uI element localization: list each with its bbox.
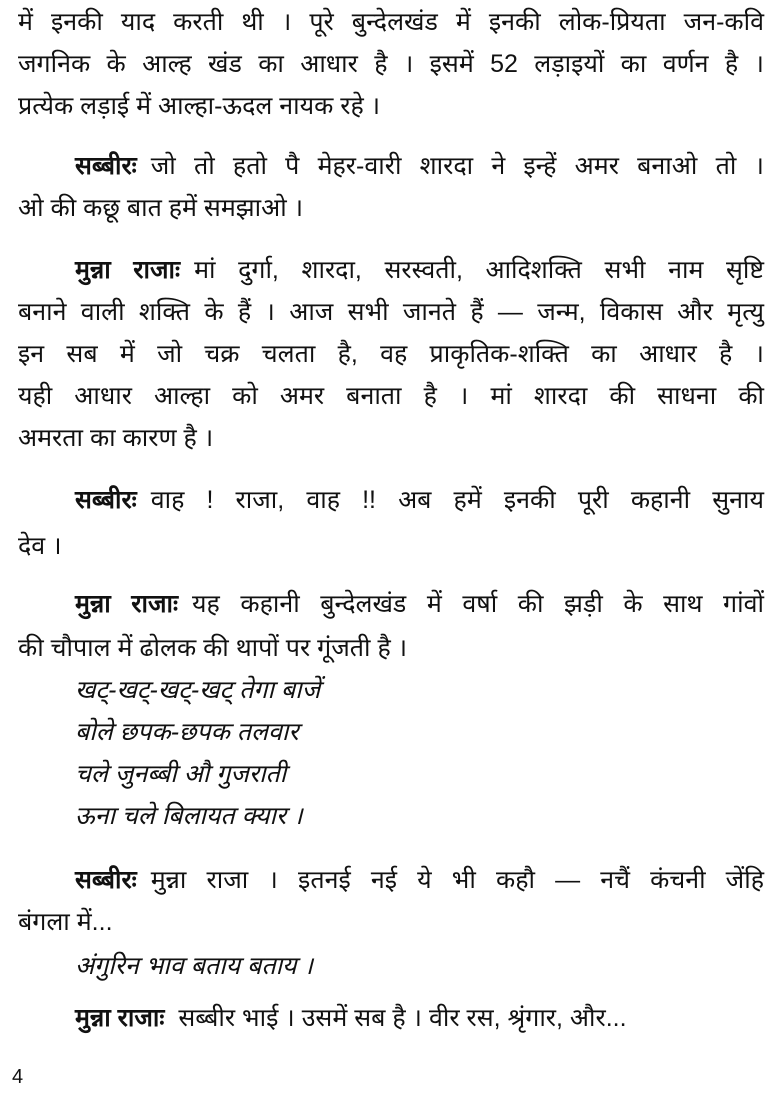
verse-line: ऊना चले बिलायत क्यार । — [75, 802, 303, 830]
dialogue-line — [75, 249, 764, 291]
speaker-name: सब्बीरः — [75, 486, 137, 514]
page-number: 4 — [12, 1066, 24, 1088]
dialogue-line — [75, 479, 764, 521]
dialogue-line — [75, 145, 764, 187]
speaker-name: सब्बीरः — [75, 866, 137, 894]
text-line: में इनकी याद करती थी । पूरे बुन्देलखंड में इनकी लोक-प्रियता जन-कवि — [18, 8, 764, 36]
text-line: अमरता का कारण है । — [18, 424, 214, 452]
dialogue-text: सब्बीर भाई । उसमें सब है । वीर रस, श्रृंगार, और... — [178, 1004, 627, 1032]
speaker-name: सब्बीरः — [75, 152, 137, 180]
dialogue-line — [75, 997, 764, 1039]
verse-line: चले जुनब्बी औ गुजराती — [75, 760, 287, 788]
dialogue-line — [75, 583, 764, 625]
dialogue-text: वाह ! राजा, वाह !! अब हमें इनकी पूरी कहानी सुनाय — [150, 486, 764, 514]
verse-line: खट्-खट्-खट्-खट् तेगा बाजें — [75, 676, 321, 704]
speaker-name: मुन्ना राजाः — [75, 256, 181, 284]
text-line: बनाने वाली शक्ति के हैं । आज सभी जानते हैं — जन्म, विकास और मृत्यु — [18, 298, 764, 326]
speaker-name: मुन्ना राजाः — [75, 590, 179, 618]
dialogue-text: मुन्ना राजा । इतनई नई ये भी कहौ — नचैं कंचनी जेंहि — [150, 866, 764, 894]
text-line: इन सब में जो चक्र चलता है, वह प्राकृतिक-शक्ति का आधार है । — [18, 340, 764, 368]
verse-line: अंगुरिन भाव बताय बताय । — [75, 952, 313, 980]
dialogue-text: मां दुर्गा, शारदा, सरस्वती, आदिशक्ति सभी नाम सृष्टि — [194, 256, 764, 284]
dialogue-text: यह कहानी बुन्देलखंड में वर्षा की झड़ी के साथ गांवों — [192, 590, 764, 618]
verse-line: बोले छपक-छपक तलवार — [75, 718, 299, 746]
speaker-name: मुन्ना राजाः — [75, 1004, 165, 1032]
text-line: यही आधार आल्हा को अमर बनाता है । मां शारदा की साधना की — [18, 382, 764, 410]
text-line: ओ की कछू बात हमें समझाओ । — [18, 194, 304, 222]
text-line: की चौपाल में ढोलक की थापों पर गूंजती है । — [18, 634, 408, 662]
text-line: देव । — [18, 532, 62, 560]
dialogue-text: जो तो हतो पै मेहर-वारी शारदा ने इन्हें अमर बनाओ तो । — [150, 152, 764, 180]
dialogue-line — [75, 859, 764, 901]
text-line: जगनिक के आल्ह खंड का आधार है । इसमें 52 लड़ाइयों का वर्णन है । — [18, 50, 764, 78]
text-line: प्रत्येक लड़ाई में आल्हा-ऊदल नायक रहे । — [18, 92, 381, 120]
text-line: बंगला में... — [18, 908, 113, 936]
